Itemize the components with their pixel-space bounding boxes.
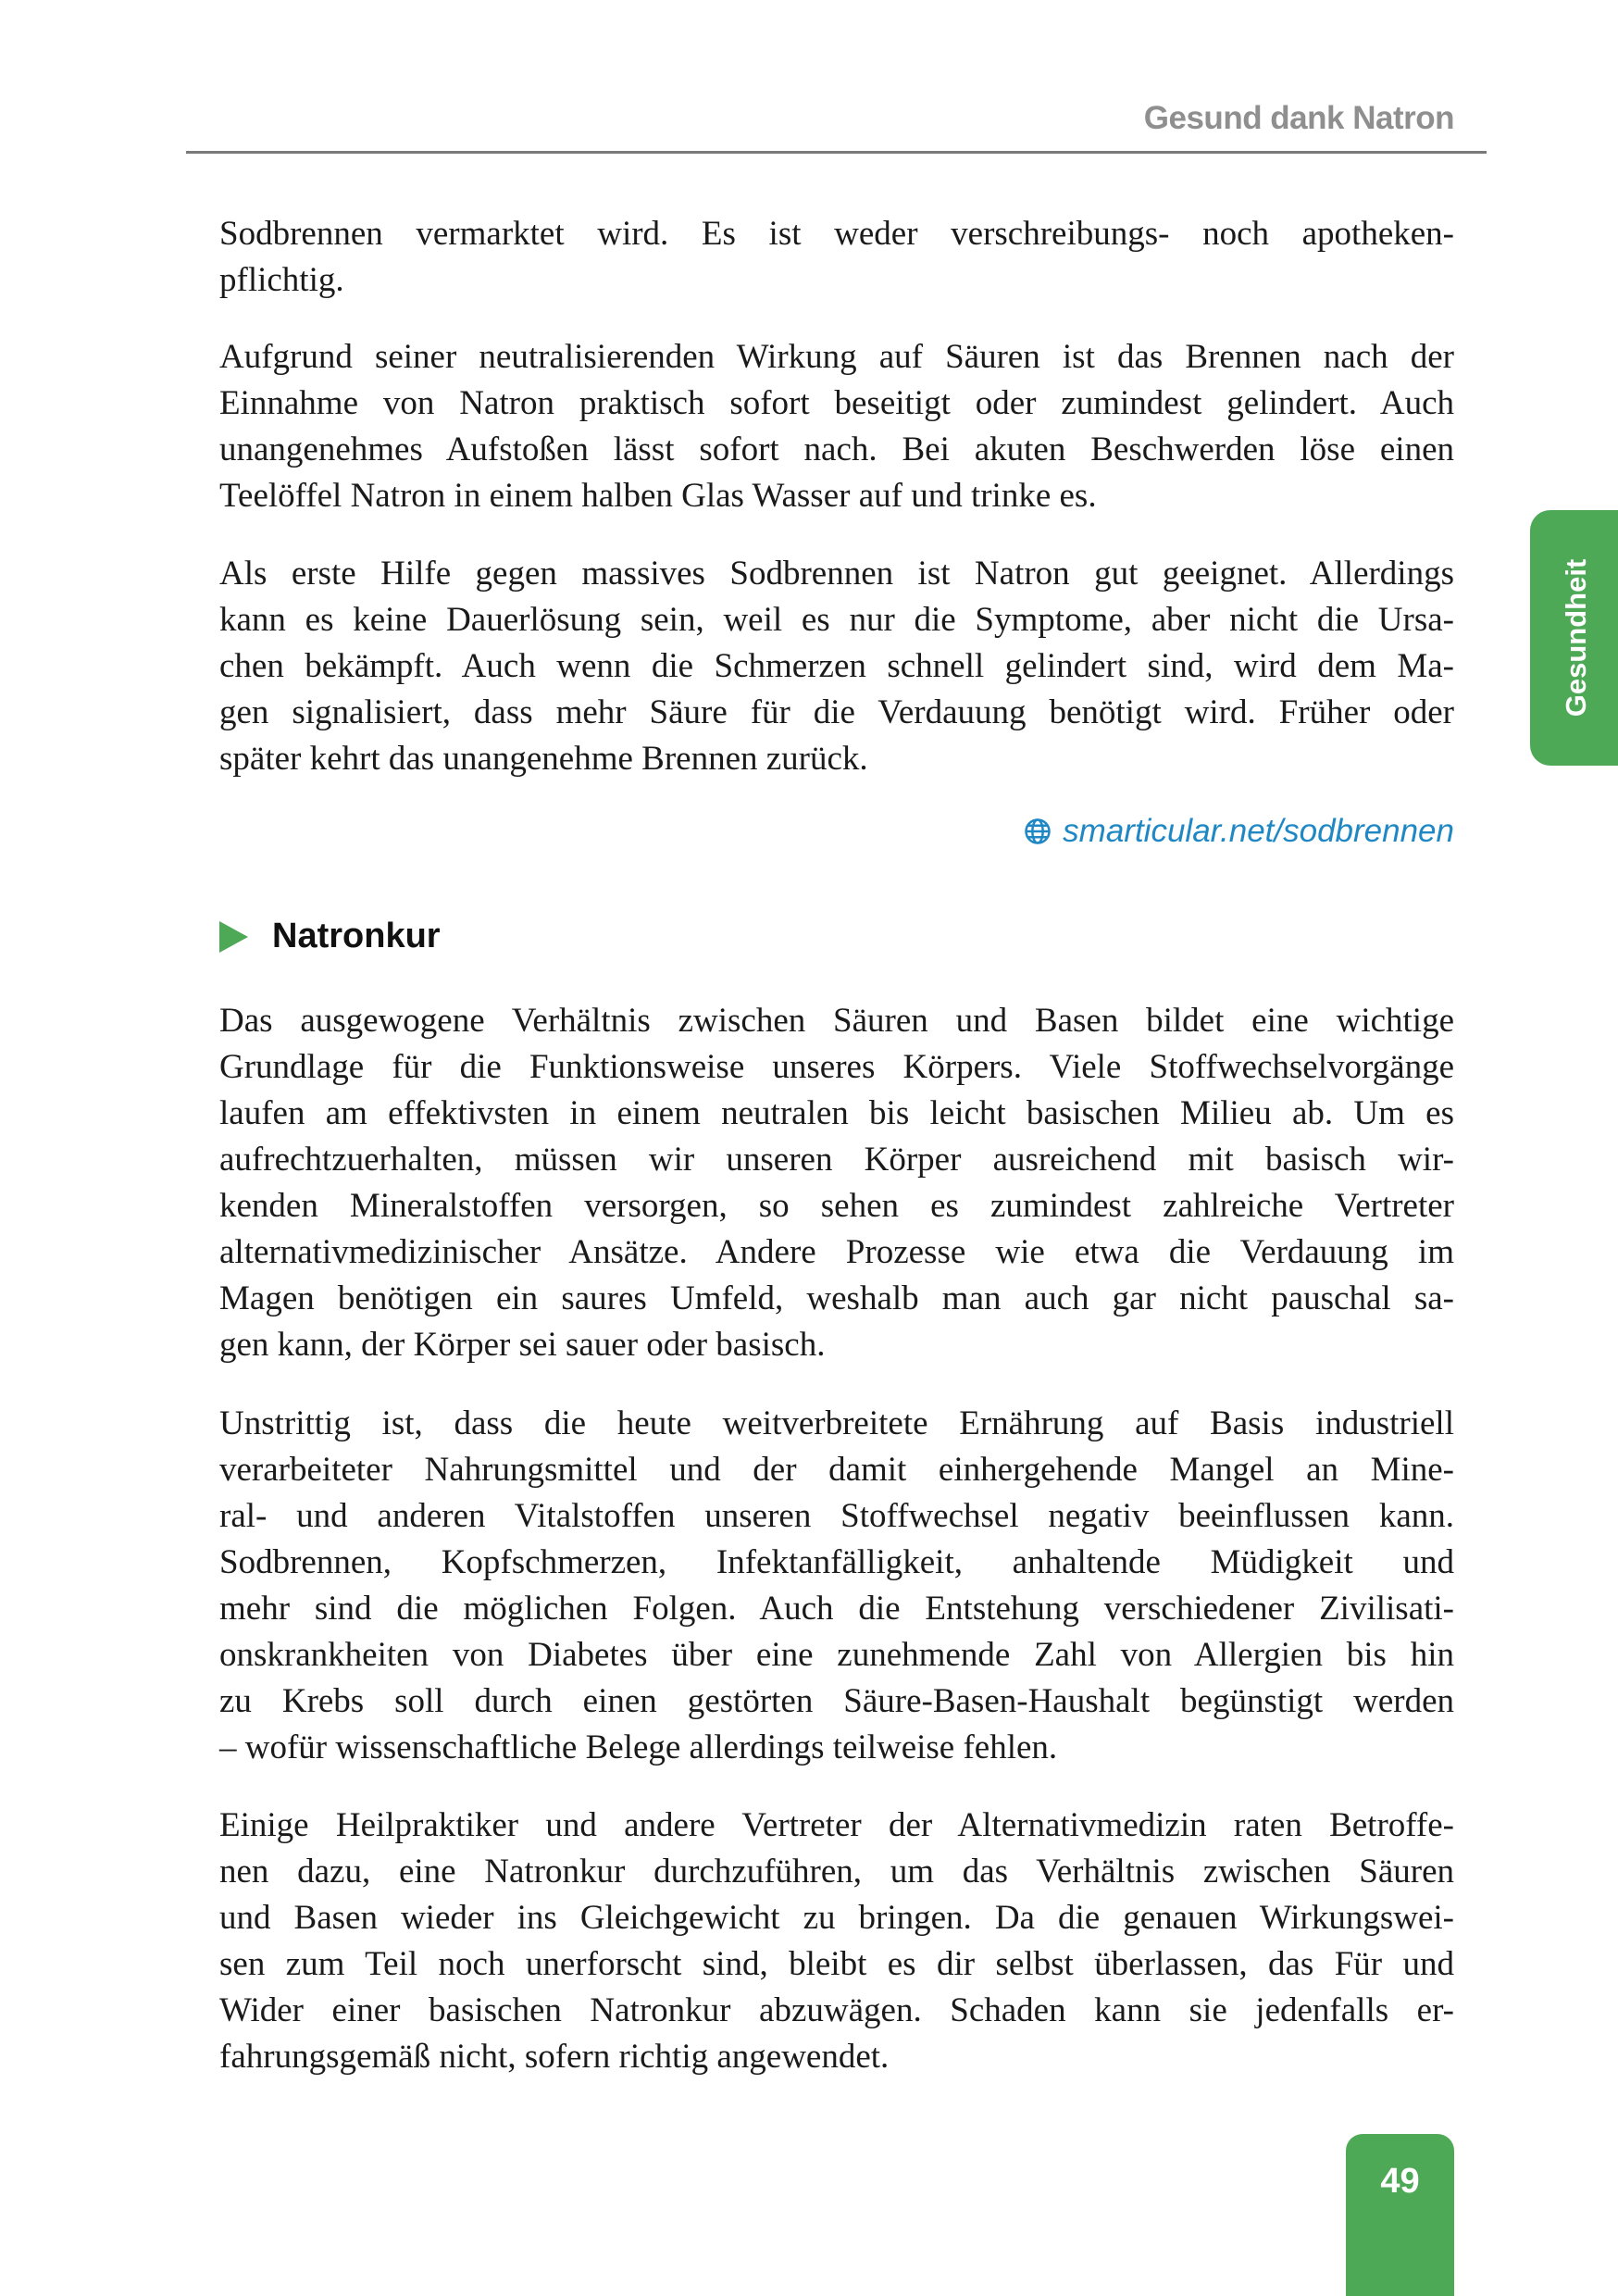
text-line: laufen am effektivsten in einem neutralen bis leicht basischen Milieu ab. Um es [219, 1094, 1454, 1132]
header-rule [186, 151, 1487, 154]
text-line: pflichtig. [219, 261, 344, 299]
text-line: sen zum Teil noch unerforscht sind, bleibt es dir selbst überlassen, das Für und [219, 1945, 1454, 1983]
text-line: gen kann, der Körper sei sauer oder basisch. [219, 1326, 826, 1364]
text-line: und Basen wieder ins Gleichgewicht zu bringen. Da die genauen Wirkungswei- [219, 1899, 1454, 1937]
text-line: chen bekämpft. Auch wenn die Schmerzen schnell gelindert sind, wird dem Ma- [219, 647, 1454, 685]
paragraph [219, 211, 1454, 304]
text-line: kenden Mineralstoffen versorgen, so sehen es zumindest zahlreiche Vertreter [219, 1187, 1454, 1225]
text-line: unangenehmes Aufstoßen lässt sofort nach. Bei akuten Beschwerden löse einen [219, 430, 1454, 468]
paragraph [219, 1803, 1454, 2080]
text-line: später kehrt das unangenehme Brennen zurück. [219, 740, 868, 778]
text-line: onskrankheiten von Diabetes über eine zunehmende Zahl von Allergien bis hin [219, 1636, 1454, 1674]
text-line: mehr sind die möglichen Folgen. Auch die Entstehung verschiedener Zivilisati- [219, 1590, 1454, 1628]
paragraph [219, 998, 1454, 1368]
section-heading [219, 917, 441, 956]
web-link[interactable] [1024, 813, 1454, 850]
text-line: Aufgrund seiner neutralisierenden Wirkung auf Säuren ist das Brennen nach der [219, 338, 1454, 376]
globe-icon [1024, 817, 1052, 845]
text-line: Das ausgewogene Verhältnis zwischen Säuren und Basen bildet eine wichtige [219, 1002, 1454, 1040]
text-line: gen signalisiert, dass mehr Säure für die Verdauung benötigt wird. Früher oder [219, 693, 1454, 731]
text-line: ral- und anderen Vitalstoffen unseren Stoffwechsel negativ beeinflussen kann. [219, 1497, 1454, 1535]
text-line: Unstrittig ist, dass die heute weitverbreitete Ernährung auf Basis industriell [219, 1404, 1454, 1442]
text-line: Sodbrennen vermarktet wird. Es ist weder verschreibungs- noch apotheken- [219, 215, 1454, 253]
text-line: Teelöffel Natron in einem halben Glas Wasser auf und trinke es. [219, 477, 1097, 515]
text-line: – wofür wissenschaftliche Belege allerdings teilweise fehlen. [219, 1728, 1058, 1766]
page-number: 49 [1380, 2162, 1420, 2201]
web-link-text[interactable]: smarticular.net/sodbrennen [1063, 813, 1454, 849]
text-line: Grundlage für die Funktionsweise unseres Körpers. Viele Stoffwechselvorgänge [219, 1048, 1454, 1086]
paragraph [219, 1401, 1454, 1771]
chapter-tab-label: Gesundheit [1560, 558, 1592, 718]
text-line: fahrungsgemäß nicht, sofern richtig angewendet. [219, 2038, 890, 2076]
text-line: Magen benötigen ein saures Umfeld, weshalb man auch gar nicht pauschal sa- [219, 1279, 1454, 1317]
text-line: alternativmedizinischer Ansätze. Andere Prozesse wie etwa die Verdauung im [219, 1233, 1454, 1271]
text-line: aufrechtzuerhalten, müssen wir unseren Körper ausreichend mit basisch wir- [219, 1141, 1454, 1179]
running-header-title: Gesund dank Natron [1143, 100, 1454, 136]
paragraph [219, 551, 1454, 782]
text-line: zu Krebs soll durch einen gestörten Säure-Basen-Haushalt begünstigt werden [219, 1682, 1454, 1720]
paragraph [219, 334, 1454, 519]
text-line: nen dazu, eine Natronkur durchzuführen, um das Verhältnis zwischen Säuren [219, 1853, 1454, 1890]
text-line: verarbeiteter Nahrungsmittel und der damit einhergehende Mangel an Mine- [219, 1451, 1454, 1489]
chapter-tab [1530, 510, 1618, 766]
text-line: Als erste Hilfe gegen massives Sodbrennen ist Natron gut geeignet. Allerdings [219, 555, 1454, 593]
page-number-badge [1346, 2134, 1454, 2296]
triangle-bullet-icon [219, 921, 248, 953]
text-line: Einige Heilpraktiker und andere Vertreter der Alternativmedizin raten Betroffe- [219, 1806, 1454, 1844]
section-heading-text: Natronkur [272, 917, 441, 955]
text-line: Sodbrennen, Kopfschmerzen, Infektanfälligkeit, anhaltende Müdigkeit und [219, 1543, 1454, 1581]
text-line: kann es keine Dauerlösung sein, weil es nur die Symptome, aber nicht die Ursa- [219, 601, 1454, 639]
text-line: Wider einer basischen Natronkur abzuwägen. Schaden kann sie jedenfalls er- [219, 1991, 1454, 2029]
text-line: Einnahme von Natron praktisch sofort beseitigt oder zumindest gelindert. Auch [219, 384, 1454, 422]
